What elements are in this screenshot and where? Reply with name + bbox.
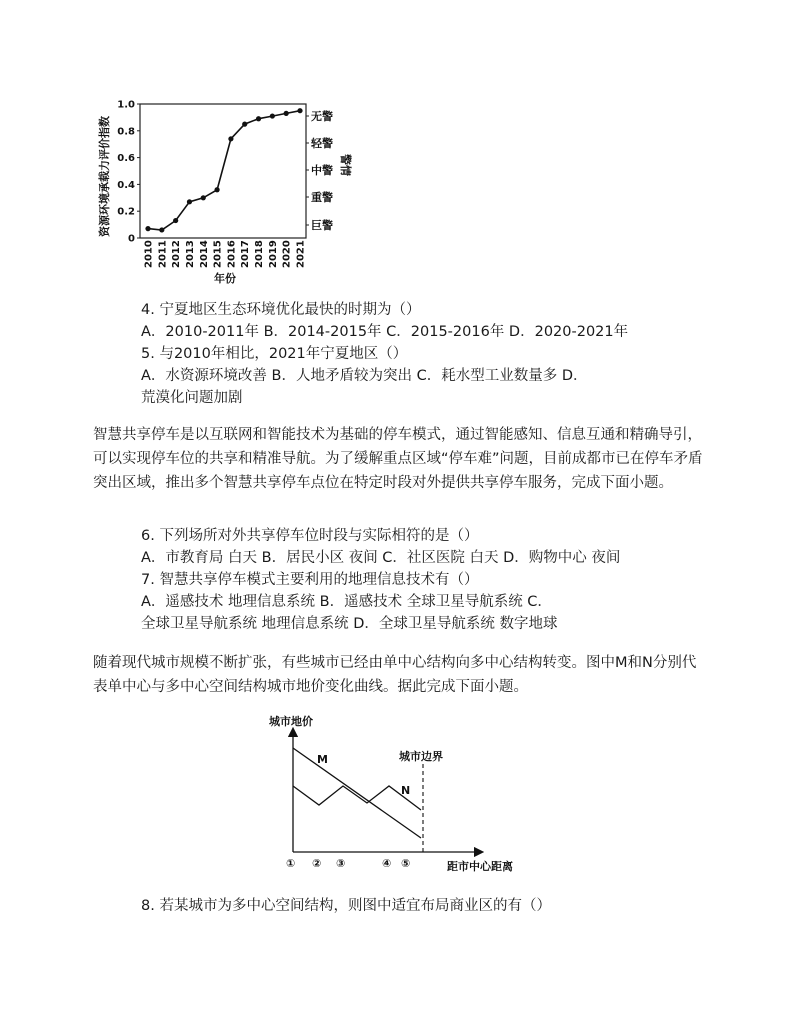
q4-options: A．2010-2011年 B．2014-2015年 C．2015-2016年 D．2020-2021年 — [141, 324, 629, 340]
chart1-point — [201, 195, 206, 200]
q7-options: A．遥感技术 地理信息系统 B．遥感技术 全球卫星导航系统 C． — [141, 594, 552, 610]
q4-stem: 4. 宁夏地区生态环境优化最快的时期为（） — [141, 302, 421, 318]
q5-options-cont: 荒漠化问题加剧 — [141, 390, 243, 406]
chart1-ytick-label: 0.6 — [117, 153, 135, 165]
point-5-label: ⑤ — [401, 857, 411, 870]
point-2-label: ② — [312, 857, 322, 870]
chart1-xtick-label: 2020 — [281, 240, 293, 268]
chart1-ytick-label: 0 — [128, 233, 135, 245]
chart2-ylabel: 城市地价 — [269, 715, 313, 728]
chart1-point — [242, 122, 247, 127]
land-price-chart — [265, 712, 535, 882]
chart1-xtick-label: 2021 — [295, 240, 307, 268]
chart1-right-ticks — [306, 109, 333, 232]
city-boundary-label: 城市边界 — [399, 750, 443, 763]
q5-stem: 5. 与2010年相比，2021年宁夏地区（） — [141, 346, 408, 362]
chart1-point — [214, 187, 219, 192]
passage-smart-parking: 智慧共享停车是以互联网和智能技术为基础的停车模式，通过智能感知、信息互通和精确导引，可以实现停车位的共享和精准导航。为了缓解重点区域“停车难”问题，目前成都市已在停车矛盾突出区域，推出多个智慧共享停车点位在特定时段对外提供共享停车服务，完成下面小题。 — [93, 427, 703, 491]
chart1-ylabel: 资源环境承载力评价指数 — [98, 116, 111, 237]
chart1-point — [145, 226, 150, 231]
chart1-series-line — [148, 111, 300, 230]
chart1-point — [284, 111, 289, 116]
q6-options: A．市教育局 白天 B．居民小区 夜间 C．社区医院 白天 D．购物中心 夜间 — [141, 550, 621, 566]
chart1-xticks — [144, 240, 307, 268]
chart1-rtick-label: 轻警 — [311, 137, 333, 150]
chart1-point — [256, 116, 261, 121]
eco-index-chart — [96, 92, 356, 292]
chart1-point — [228, 136, 233, 141]
chart1-point — [187, 199, 192, 204]
chart1-xlabel: 年份 — [214, 272, 236, 285]
chart1-ytick-label: 1.0 — [117, 99, 135, 111]
q8-stem: 8. 若某城市为多中心空间结构，则图中适宜布局商业区的有（） — [141, 898, 551, 914]
chart1-xtick-label: 2015 — [212, 240, 224, 268]
chart1-ytick-label: 0.8 — [117, 126, 135, 138]
chart1-xtick-label: 2010 — [143, 240, 155, 268]
chart1-xtick-label: 2016 — [226, 240, 238, 268]
chart1-xtick-label: 2014 — [198, 240, 210, 268]
chart1-point — [297, 108, 302, 113]
questions-6-7 — [141, 525, 620, 635]
chart1-point — [270, 113, 275, 118]
chart1-rtick-label: 巨警 — [311, 219, 333, 232]
q6-stem: 6. 下列场所对外共享停车位时段与实际相符的是（） — [141, 528, 479, 544]
chart1-ytick-label: 0.4 — [117, 179, 135, 191]
chart1-ytick-label: 0.2 — [117, 206, 135, 218]
chart1-xtick-label: 2017 — [240, 240, 252, 268]
chart1-rtick-label: 中警 — [311, 164, 333, 177]
chart1-xtick-label: 2011 — [157, 240, 169, 268]
chart1-right-label: 警情 — [339, 154, 352, 176]
chart2-xlabel: 距市中心距离 — [447, 860, 513, 873]
q7-options-cont: 全球卫星导航系统 地理信息系统 D．全球卫星导航系统 数字地球 — [141, 616, 558, 632]
chart1-xtick-label: 2018 — [254, 240, 266, 268]
chart1-point — [173, 218, 178, 223]
chart1-yticks — [117, 100, 140, 245]
passage-urban-structure: 随着现代城市规模不断扩张，有些城市已经由单中心结构向多中心结构转变。图中M和N分别代表单中心与多中心空间结构城市地价变化曲线。据此完成下面小题。 — [93, 655, 697, 695]
series-n-label: N — [401, 784, 411, 797]
chart1-points — [145, 108, 302, 232]
chart1-point — [159, 227, 164, 232]
chart1-rtick-label: 重警 — [311, 191, 333, 204]
chart1-rtick-label: 无警 — [311, 110, 333, 123]
q5-options: A．水资源环境改善 B．人地矛盾较为突出 C．耗水型工业数量多 D． — [141, 368, 588, 384]
chart1-xtick-label: 2019 — [267, 240, 279, 268]
q7-stem: 7. 智慧共享停车模式主要利用的地理信息技术有（） — [141, 572, 479, 588]
chart1-xtick-label: 2013 — [184, 240, 196, 268]
point-4-label: ④ — [382, 857, 392, 870]
point-3-label: ③ — [336, 857, 346, 870]
point-1-label: ① — [286, 857, 296, 870]
questions-4-5 — [141, 299, 628, 409]
chart1-xtick-label: 2012 — [171, 240, 183, 268]
series-m-label: M — [317, 753, 328, 766]
